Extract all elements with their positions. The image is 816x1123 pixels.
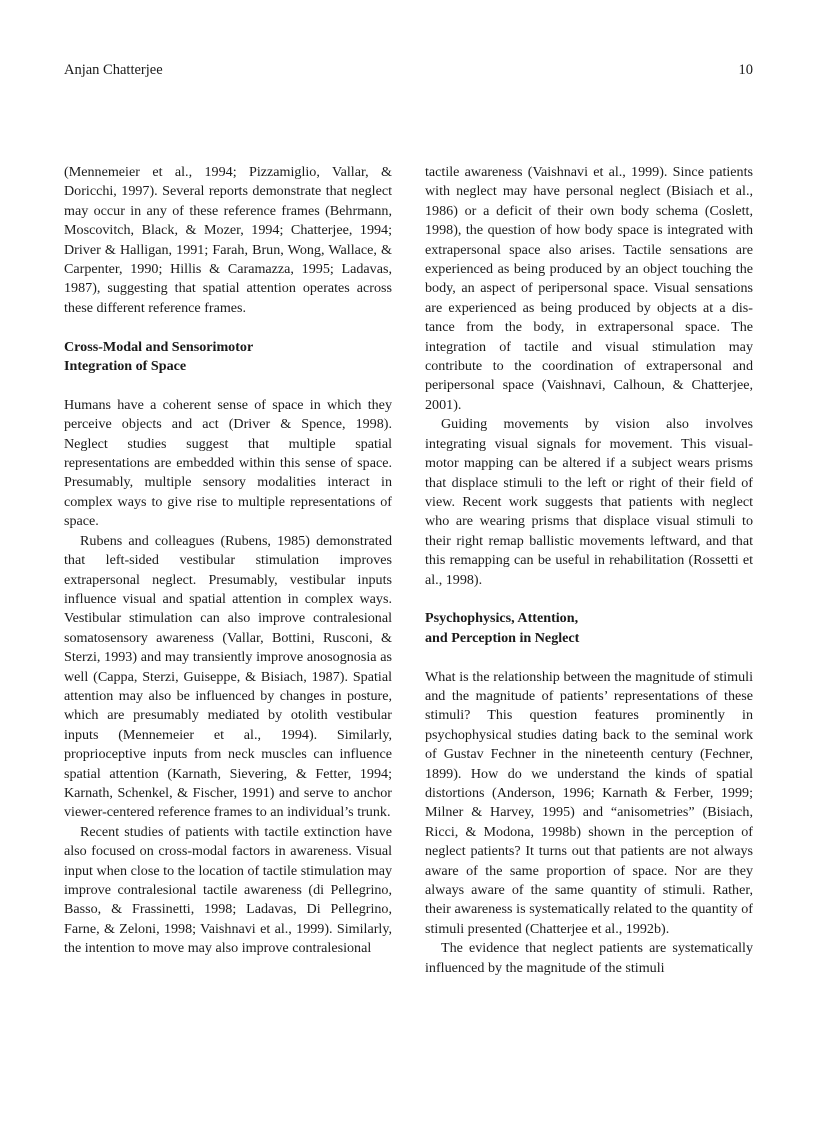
page-number: 10 [738, 62, 753, 78]
paragraph: Rubens and colleagues (Rubens, 1985) demonstrated that left-sided vestibular stimulation improves extrapersonal neglect. Presumably, vestibular inputs influence visual and spatial attention in complex ways. Vestibular stimulation can also improve contralesional somatosensory awareness (Vallar, Bottini, Rusconi, & Sterzi, 1993) and may transiently improve anosognosia as well (Cappa, Sterzi, Guiseppe, & Bisiach, 1987). Spatial attention may also be influenced by changes in posture, which are presumably mediated by otolith vestibular inputs (Mennemeier et al., 1994). Similarly, proprioceptive inputs from neck muscles can influence spatial attention (Karnath, Sievering, & Fetter, 1994; Karnath, Schenkel, & Fischer, 1991) and serve to anchor viewer-centered reference frames to an individual’s trunk. [64, 532, 392, 821]
section-heading-cross-modal [64, 338, 392, 377]
paragraph: Recent studies of patients with tactile extinction have also focused on cross-modal factors in awareness. Visual input when close to the location of tactile stimulation may improve contralesional tactile awareness (di Pellegrino, Basso, & Frassinetti, 1998; Ladavas, Di Pellegrino, Farne, & Zeloni, 1998; Vaishnavi et al., 1999). Similarly, the intention to move may also improve contralesional [64, 823, 392, 957]
right-column [425, 163, 753, 978]
paragraph: tactile awareness (Vaishnavi et al., 1999). Since patients with neglect may have personal neglect (Bisiach et al., 1986) or a deficit of their own body schema (Coslett, 1998), the question of how body space is integrated with extrapersonal space also arises. Tactile sensations are experienced as being produced by an object touching the body, an aspect of peripersonal space. Visual sensations are experienced as being produced by objects at a distance from the body, in extrapersonal space. The integration of tactile and visual stimulation may contribute to the coordination of extrapersonal and peripersonal space (Vaishnavi, Calhoun, & Chatterjee, 2001). [425, 164, 753, 413]
section-heading-psychophysics [425, 609, 753, 648]
heading-line: Cross-Modal and Sensorimotor [64, 338, 254, 355]
heading-line: Psychophysics, Attention, [425, 610, 579, 627]
left-column [64, 163, 392, 959]
paragraph: The evidence that neglect patients are systematically influenced by the magnitude of the stimuli [425, 940, 753, 976]
running-head-author: Anjan Chatterjee [64, 62, 163, 78]
heading-line: and Perception in Neglect [425, 629, 580, 646]
running-header [64, 62, 753, 82]
paragraph: Humans have a coherent sense of space in which they perceive objects and act (Driver & Spence, 1998). Neglect studies suggest that multiple spatial representations are embedded within this sense of space. Presumably, multiple sensory modalities interact in complex ways to give rise to multiple representations of space. [64, 396, 392, 530]
heading-line: Integration of Space [64, 358, 187, 375]
paragraph: (Mennemeier et al., 1994; Pizzamiglio, Vallar, & Doricchi, 1997). Several reports demonstrate that neglect may occur in any of these reference frames (Behrmann, Moscovitch, Black, & Mozer, 1994; Chatterjee, 1994; Driver & Halligan, 1991; Farah, Brun, Wong, Wallace, & Carpenter, 1990; Hillis & Caramazza, 1995; Ladavas, 1987), suggesting that spatial attention operates across these different reference frames. [64, 164, 392, 316]
paragraph: What is the relationship between the magnitude of stimuli and the magnitude of patients’ representations of these stimuli? This question features prominently in psychophysical studies dating back to the seminal work of Gustav Fechner in the nineteenth century (Fechner, 1899). How do we understand the kinds of spatial distortions (Anderson, 1996; Karnath & Ferber, 1999; Milner & Harvey, 1995) and “anisometries” (Bisiach, Ricci, & Modona, 1998b) shown in the perception of neglect patients? It turns out that patients are not always aware of the same proportion of space. Nor are they always aware of the same quantity of stimuli. Rather, their awareness is systematically related to the quantity of stimuli presented (Chatterjee et al., 1992b). [425, 668, 753, 937]
paragraph: Guiding movements by vision also involves integrating visual signals for movement. This visual-motor mapping can be altered if a subject wears prisms that displace stimuli to the left or right of their field of view. Recent work suggests that patients with neglect who are wearing prisms that displace visual stimuli to their right remap ballistic movements leftward, and that this remapping can be useful in rehabilitation (Rossetti et al., 1998). [425, 416, 753, 588]
